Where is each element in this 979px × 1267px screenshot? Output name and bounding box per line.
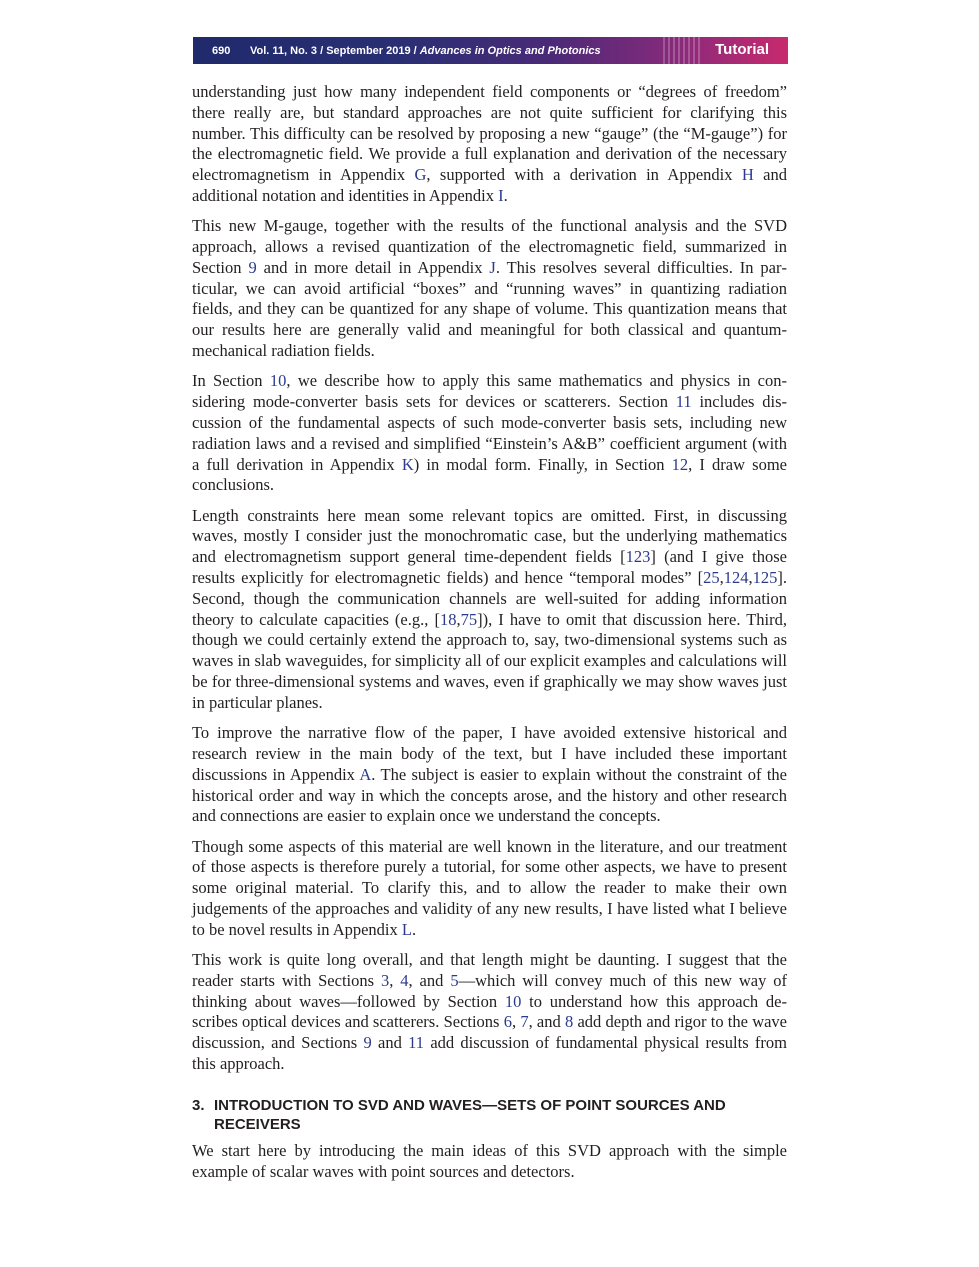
paragraph-text: In Section [192,371,270,391]
cross-reference-link[interactable]: 9 [248,257,257,277]
paragraph-text: add discussion of fundamental physical results from this approach. [192,1033,787,1074]
paragraph-text: and additional notation and identities in Appendix [192,165,788,205]
cross-reference-link[interactable]: L [401,919,412,939]
cross-reference-link[interactable]: 11 [408,1033,425,1053]
paragraph-text: ) in modal form. Finally, in Section [413,454,672,474]
cross-reference-link[interactable]: I [498,185,504,205]
volume-info: Vol. 11, No. 3 / September 2019 / [250,44,417,57]
cross-reference-link[interactable]: 4 [400,970,409,990]
cross-reference-link[interactable]: 6 [503,1012,512,1032]
paragraph-text: . The subject is easier to explain without the constraint of the historical order and way in which the concepts arose, and the history and other research and connections are easier to explain once we understand the concepts. [192,764,787,826]
paragraph-text: and in more detail in Appendix [256,257,490,277]
section-heading [192,1096,787,1134]
cross-reference-link[interactable]: K [401,454,414,474]
article-type-tag: Tutorial [715,41,769,58]
cross-reference-link[interactable]: 125 [752,568,778,588]
paragraph-text: , [456,609,461,629]
paragraph-text: Length constraints here mean some relevant topics are omitted. First, in discussing waves, mostly I consider just the monochromatic case, but the underlying mathematics and electromagnetism support general time-dependent fields [ [192,505,787,567]
paragraph-text: , we describe how to apply this same mathematics and physics in considering mode-converter basis sets for devices or scatterers. Section [192,371,787,412]
cross-reference-link[interactable]: 18 [439,609,457,629]
paragraph-text: This new M-gauge, together with the results of the functional analysis and the SVD approach, allows a revised quantization of the electromagnetic field, summarized in Section [192,216,787,277]
paragraph-text: ] (and I give those results explicitly for electromagnetic fields) and hence “temporal modes” [ [192,547,787,588]
body-paragraph [192,723,787,827]
section-intro-paragraph: We start here by introducing the main ideas of this SVD approach with the simple example of scalar waves with point sources and detectors. [192,1141,787,1181]
paragraph-text: —which will convey much of this new way of thinking about waves—followed by Section [192,970,788,1011]
journal-name: Advances in Optics and Photonics [419,44,601,57]
cross-reference-link[interactable]: 5 [450,970,459,990]
paragraph-text: ]), I have to omit that discussion here. Third, though we could certainly extend the approach to, say, two-dimensional systems such as waves in slab waveguides, for simplicity all of our explicit examples and calculations will be for three-dimensional systems and waves, even if graphically we may show waves just in particular planes. [192,609,787,712]
paragraph-text: . This resolves several difficulties. In particular, we can avoid artificial “boxes” and “running waves” in quantizing radiation fields, and they can be quantized for any shape of volume. This quantization means that our results here are generally valid and meaningful for both classical and quantum-mechanical radiation fields. [192,257,787,361]
cross-reference-link[interactable]: A [359,764,372,784]
paragraph-text: This work is quite long overall, and that length might be daunting. I suggest that the reader starts with Sections [192,950,787,990]
paragraph-text: , I draw some conclusions. [192,454,787,495]
paragraph-text: . [412,919,417,939]
body-paragraph [192,837,787,941]
body-paragraph [192,506,787,714]
section-title: INTRODUCTION TO SVD AND WAVES—SETS OF POINT SOURCES AND RECEIVERS [214,1097,726,1133]
paragraph-text: Though some aspects of this material are well known in the literature, and our treatment of those aspects is therefore purely a tutorial, for some other aspects, we have to present some original material. To clarify this, and to allow the reader to make their own judgements of the approaches and validity of any new results, I have listed what I believe to be novel results in Appendix [192,836,787,939]
cross-reference-link[interactable]: 7 [520,1012,529,1032]
paragraph-text: to understand how this approach describes optical devices and scatterers. Sections [192,991,787,1032]
paragraph-text: and [371,1033,409,1053]
cross-reference-link[interactable]: 25 [703,568,720,588]
paragraph-text: . [503,185,508,205]
cross-reference-link[interactable]: G [414,165,427,185]
paragraph-text: add depth and rigor to the wave discussion, and Sections [192,1012,788,1053]
section-number: 3. [192,1097,205,1114]
cross-reference-link[interactable]: 75 [460,609,478,629]
header-stripe-decoration [663,37,703,64]
paragraph-text: , [389,970,401,990]
cross-reference-link[interactable]: H [741,165,754,185]
cross-reference-link[interactable]: 9 [363,1033,372,1053]
paragraph-text: To improve the narrative flow of the paper, I have avoided extensive historical and research review in the main body of the text, but I have included these important discussions in Appendix [192,723,787,784]
body-paragraph [192,950,787,1075]
body-text [192,82,787,1084]
paragraph-text: , [719,568,724,588]
paragraph-text: understanding just how many independent field components or “degrees of freedom” there really are, but standard approaches are not quite sufficient for clarifying this number. This difficulty can be resolved by proposing a new “gauge” (the “M-gauge”) for the electromagnetic field. We provide a full explanation and derivation of the necessary electromagnetism in Appendix [192,82,787,185]
body-paragraph [192,82,787,207]
paragraph-text: includes discussion of the fundamental aspects of such mode-converter basis sets, including new radiation laws and a revised and simplified “Einstein’s A&B” coefficient argument (with a full derivation in Appendix [192,392,787,474]
running-header [193,37,788,64]
cross-reference-link[interactable]: 8 [564,1012,574,1032]
paragraph-text: ]. Second, though the communication channels are well-suited for adding information theory to calculate capacities (e.g., [ [192,568,787,629]
body-paragraph [192,371,787,496]
paragraph-text: , supported with a derivation in Appendix [426,165,742,185]
paragraph-text: , and [408,970,451,990]
cross-reference-link[interactable]: 124 [723,568,749,588]
paragraph-text: , and [528,1012,565,1032]
paragraph-text: , [748,568,753,588]
paragraph-text: , [511,1012,521,1032]
cross-reference-link[interactable]: 10 [269,371,287,391]
cross-reference-link[interactable]: 123 [625,547,651,567]
body-paragraph [192,216,787,362]
cross-reference-link[interactable]: 12 [671,454,689,474]
cross-reference-link[interactable]: J [489,257,496,277]
cross-reference-link[interactable]: 11 [675,392,692,412]
page-number: 690 [212,44,231,57]
cross-reference-link[interactable]: 10 [504,991,522,1011]
cross-reference-link[interactable]: 3 [380,970,390,990]
